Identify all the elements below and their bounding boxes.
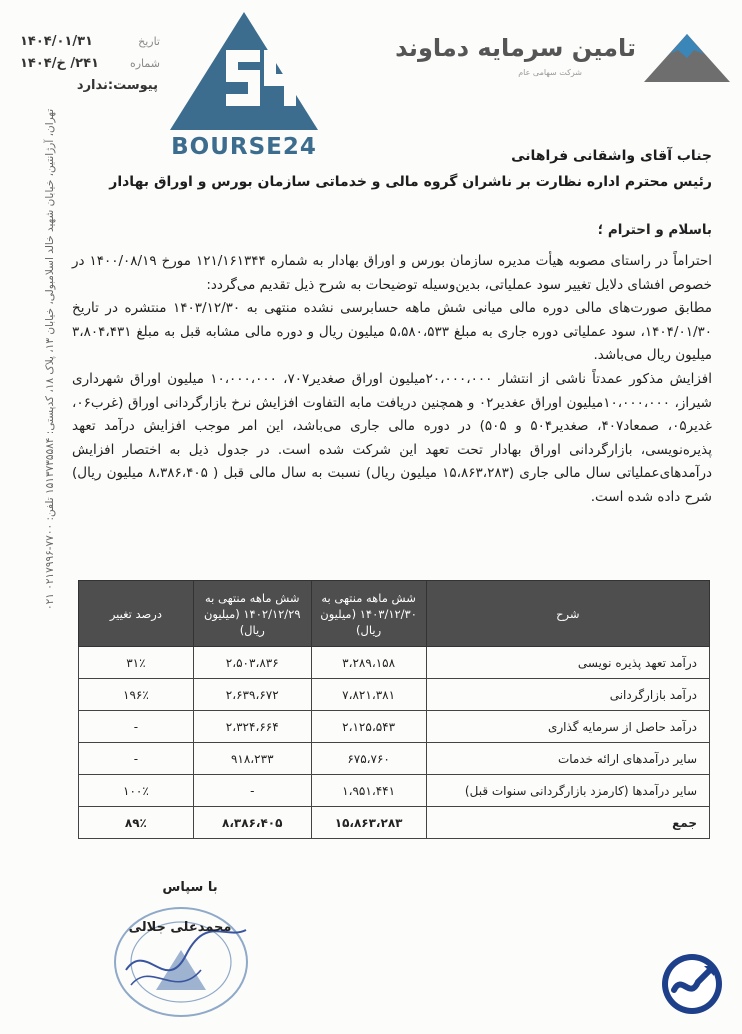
company-subtitle: شرکت سهامی عام bbox=[518, 68, 582, 77]
addressee bbox=[62, 148, 712, 190]
table-header-row bbox=[79, 581, 710, 647]
total-description: جمع bbox=[426, 807, 709, 839]
row-change: ۱۹۶٪ bbox=[79, 679, 194, 711]
attachment-value: پیوست:ندارد bbox=[76, 77, 158, 93]
row-change: ۱۰۰٪ bbox=[79, 775, 194, 807]
total-current: ۱۵،۸۶۳،۲۸۳ bbox=[311, 807, 426, 839]
mountain-icon bbox=[642, 32, 732, 84]
date-value: ۱۴۰۴/۰۱/۳۱ bbox=[20, 33, 93, 49]
table-total-row bbox=[79, 807, 710, 839]
addressee-title: رئیس محترم اداره نظارت بر ناشران گروه مالی و خدماتی سازمان بورس و اوراق بهادار bbox=[109, 174, 712, 190]
side-address: تهران، آرژانتین، خیابان شهید خالد اسلامبولی، خیابان ۱۳، پلاک ۱۸، کدپستی: ۱۵۱۳۷۳۵۵۸۴ تلفن: ۷۷۰۰-۰۲۱۷۹۹۶ ۰۲۱ bbox=[44, 108, 56, 610]
row-current: ۲،۱۲۵،۵۴۳ bbox=[311, 711, 426, 743]
header-change-percent: درصد تغییر bbox=[79, 581, 194, 647]
total-previous: ۸،۳۸۶،۴۰۵ bbox=[193, 807, 311, 839]
header-previous-period: شش ماهه منتهی به ۱۴۰۲/۱۲/۲۹ (میلیون ریال) bbox=[193, 581, 311, 647]
signature-closing: با سپاس bbox=[162, 880, 218, 895]
number-label: شماره bbox=[129, 56, 160, 70]
header-meta bbox=[20, 30, 160, 96]
company-name: تامین سرمایه دماوند bbox=[395, 34, 636, 62]
table-row bbox=[79, 743, 710, 775]
paragraph-increase: افزایش مذکور عمدتاً ناشی از انتشار ۲۰،۰۰۰،۰۰۰میلیون اوراق صغدیر۷۰۷، ۱۰،۰۰۰،۰۰۰ میلیون اوراق شهرداری شیراز، ۱۰،۰۰۰،۰۰۰میلیون اوراق عغدیر۰۲ و همچنین دریافت مابه التفاوت افزایش نرخ بازارگردانی اوراق (غرب۰۶، غدیر۰۵، صمعاد۴۰۷، صغدیر۵۰۴ و ۵۰۵) در دوره مالی جاری می‌باشد، این امر موجب افزایش درآمد تعهد پذیره‌نویسی، بازارگردانی اوراق بهادار تحت تعهد این شرکت شده است. در جدول ذیل به اختصار افزایش درآمدهای‌عملیاتی سال مالی جاری (۱۵،۸۶۳،۲۸۳ میلیون ریال) نسبت به سال مالی قبل ( ۸،۳۸۶،۴۰۵ میلیون ریال) شرح داده شده است. bbox=[72, 370, 712, 505]
company-stamp-icon bbox=[106, 900, 256, 1020]
income-table bbox=[78, 580, 710, 839]
row-change: - bbox=[79, 711, 194, 743]
watermark-logo-icon bbox=[660, 952, 724, 1016]
row-description: سایر درآمدهای ارائه خدمات bbox=[426, 743, 709, 775]
letter-body bbox=[72, 250, 712, 510]
row-previous: ۲،۵۰۳،۸۳۶ bbox=[193, 647, 311, 679]
row-description: درآمد بازارگردانی bbox=[426, 679, 709, 711]
row-previous: ۲،۳۲۴،۶۶۴ bbox=[193, 711, 311, 743]
row-previous: ۲،۶۳۹،۶۷۲ bbox=[193, 679, 311, 711]
row-description: سایر درآمدها (کارمزد بازارگردانی سنوات قبل) bbox=[426, 775, 709, 807]
signatory-name: محمدعلی جلالی bbox=[128, 920, 232, 935]
header-current-period: شش ماهه منتهی به ۱۴۰۳/۱۲/۳۰ (میلیون ریال) bbox=[311, 581, 426, 647]
table-row bbox=[79, 775, 710, 807]
table-row bbox=[79, 711, 710, 743]
row-current: ۱،۹۵۱،۴۴۱ bbox=[311, 775, 426, 807]
bourse24-logo bbox=[168, 10, 320, 160]
signature-block bbox=[100, 880, 260, 1030]
table-row bbox=[79, 679, 710, 711]
total-change: ۸۹٪ bbox=[79, 807, 194, 839]
company-logo bbox=[395, 30, 732, 86]
bourse24-wordmark: BOURSE24 bbox=[171, 134, 317, 160]
row-change: - bbox=[79, 743, 194, 775]
row-current: ۷،۸۲۱،۳۸۱ bbox=[311, 679, 426, 711]
greeting: باسلام و احترام ؛ bbox=[597, 222, 712, 238]
row-current: ۳،۲۸۹،۱۵۸ bbox=[311, 647, 426, 679]
row-description: درآمد تعهد پذیره نویسی bbox=[426, 647, 709, 679]
row-current: ۶۷۵،۷۶۰ bbox=[311, 743, 426, 775]
row-change: ۳۱٪ bbox=[79, 647, 194, 679]
date-label: تاریخ bbox=[138, 34, 160, 48]
paragraph-intro: احتراماً در راستای مصوبه هیأت مدیره سازمان بورس و اوراق بهادار به شماره ۱۲۱/۱۶۱۳۴۴ مورخ ۱۴۰۰/۰۸/۱۹ در خصوص افشای دلایل تغییر سود عملیاتی، بدین‌وسیله توضیحات به شرح ذیل تقدیم می‌گردد: bbox=[72, 253, 712, 293]
header-description: شرح bbox=[426, 581, 709, 647]
addressee-name: جناب آقای واشقانی فراهانی bbox=[511, 148, 712, 164]
table-row bbox=[79, 647, 710, 679]
row-previous: - bbox=[193, 775, 311, 807]
paragraph-operating-profit: مطابق صورت‌های مالی دوره مالی میانی شش ماهه حسابرسی نشده منتهی به ۱۴۰۳/۱۲/۳۰ منتشره در تاریخ ۱۴۰۴/۰۱/۳۰، سود عملیاتی دوره جاری به مبلغ ۵،۵۸۰،۵۳۳ میلیون ریال و دوره مالی مشابه قبل به مبلغ ۳،۸۰۴،۴۳۱ میلیون ریال می‌باشد. bbox=[72, 300, 712, 364]
row-description: درآمد حاصل از سرمایه گذاری bbox=[426, 711, 709, 743]
number-value: ۲۴۱/ خ/۱۴۰۴ bbox=[20, 55, 99, 71]
bourse24-triangle-icon bbox=[168, 10, 320, 132]
row-previous: ۹۱۸،۲۳۳ bbox=[193, 743, 311, 775]
